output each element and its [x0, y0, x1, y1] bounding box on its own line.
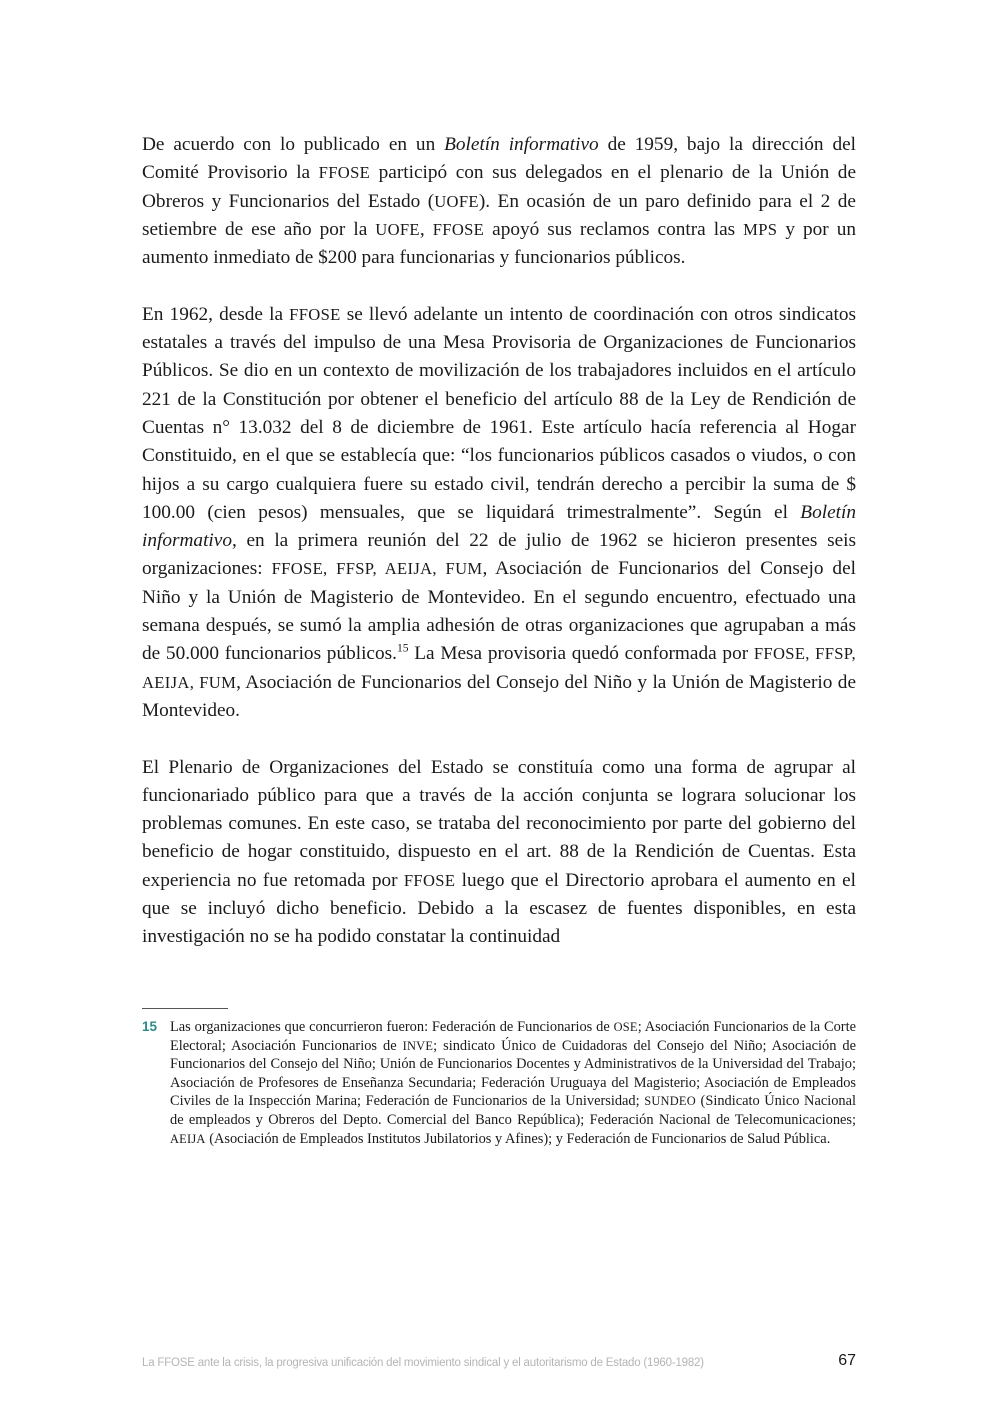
text-run: Las organizaciones que concurrieron fueron: Federación de Funcionarios de	[170, 1019, 614, 1035]
page-number: 67	[838, 1352, 856, 1369]
paragraph-1	[142, 131, 856, 272]
footnote-separator	[142, 1008, 228, 1009]
text-run: De acuerdo con lo publicado en un	[142, 134, 445, 155]
italic-title: Boletín informativo	[444, 134, 599, 155]
acronym: UOFE	[434, 191, 479, 211]
acronym: FFOSE	[289, 304, 341, 324]
paragraph-2	[142, 301, 856, 725]
acronym: FFOSE, FFSP, AEIJA, FUM	[271, 559, 483, 579]
text-run: (Sindicato Único Nacional de empleados y Obreros del Depto. Comercial del Banco República); Federación Nacional de Telecomunicaciones;	[170, 1093, 856, 1128]
text-run: (Asociación de Empleados Institutos Jubilatorios y Afines); y Federación de Funcionarios de Salud Pública.	[205, 1130, 831, 1147]
acronym: MPS	[743, 219, 778, 239]
body-text	[142, 131, 856, 980]
acronym: AEIJA	[170, 1131, 206, 1146]
text-run: ). En ocasión de un paro definido para el 2 de setiembre de ese año por la	[142, 190, 856, 240]
acronym: SUNDEO	[644, 1094, 696, 1109]
footnote-reference[interactable]: 15	[396, 641, 409, 655]
acronym: UOFE	[375, 219, 420, 239]
footnote-text	[170, 1018, 856, 1148]
text-run: ,	[419, 218, 433, 240]
text-run: y por un aumento inmediato de $200 para funcionarias y funcionarios públicos.	[142, 218, 856, 269]
text-run: luego que el Directorio aprobara el aumento en el que se incluyó dicho beneficio. Debido a la escasez de fuentes disponibles, en esta investigación no se ha podido constatar la continuidad	[142, 869, 856, 948]
acronym: FFOSE, FFSP, AEIJA, FUM	[142, 644, 856, 692]
text-run: En 1962, desde la	[142, 303, 290, 325]
acronym: INVE	[402, 1038, 434, 1053]
text-run: participó con sus delegados en el plenario de la Unión de Obreros y Funcionarios del Estado (	[142, 162, 856, 212]
footnote-number: 15	[142, 1019, 158, 1034]
running-footer-title: La FFOSE ante la crisis, la progresiva unificación del movimiento sindical y el autoritarismo de Estado (1960-1982)	[142, 1357, 704, 1369]
paragraph-3	[142, 754, 856, 952]
text-run: El Plenario de Organizaciones del Estado se constituía como una forma de agrupar al funcionariado público para que a través de la acción conjunta se lograra solucionar los problemas comunes. En este caso, se trataba del reconocimiento por parte del gobierno del beneficio de hogar constituido, dispuesto en el art. 88 de la Rendición de Cuentas. Esta experiencia no fue retomada por	[142, 756, 856, 891]
text-run: apoyó sus reclamos contra las	[484, 218, 744, 240]
text-run: ; sindicato Único de Cuidadoras del Consejo del Niño; Asociación de Funcionarios del Consejo del Niño; Unión de Funcionarios Docentes y Administrativos de la Universidad del Trabajo; Asociación de Profesores de Enseñanza Secundaria; Federación Uruguaya del Magisterio; Asociación de Empleados Civiles de la Inspección Marina; Federación de Funcionarios de la Universidad;	[170, 1037, 856, 1110]
text-run: de 1959, bajo la dirección del Comité Provisorio la	[142, 134, 857, 184]
text-run: , Asociación de Funcionarios del Consejo del Niño y la Unión de Magisterio de Montevideo.	[142, 671, 856, 721]
acronym: FFOSE	[403, 870, 456, 890]
footnote-15	[142, 1018, 856, 1148]
text-run: , Asociación de Funcionarios del Consejo del Niño y la Unión de Magisterio de Montevideo. En el segundo encuentro, efectuado una semana después, se sumó la amplia adhesión de otras organizaciones que agrupaban a más de 50.000 funcionarios públicos.	[142, 558, 856, 665]
text-run: , en la primera reunión del 22 de julio de 1962 se hicieron presentes seis organizaciones:	[142, 530, 856, 580]
acronym: OSE	[613, 1020, 638, 1034]
acronym: FFOSE	[318, 163, 371, 183]
acronym: FFOSE	[432, 219, 485, 239]
text-run: La Mesa provisoria quedó conformada por	[408, 643, 754, 665]
text-run: se llevó adelante un intento de coordinación con otros sindicatos estatales a través del impulso de una Mesa Provisoria de Organizaciones de Funcionarios Públicos. Se dio en un contexto de movilización de los trabajadores incluidos en el artículo 221 de la Constitución por obtener el beneficio del artículo 88 de la Ley de Rendición de Cuentas n° 13.032 del 8 de diciembre de 1961. Este artículo hacía referencia al Hogar Constituido, en el que se establecía que: “los funcionarios públicos casados o viudos, o con hijos a su cargo cualquiera fuere su estado civil, tendrán derecho a percibir la suma de $ 100.00 (cien pesos) mensuales, que se liquidará trimestralmente”. Según el	[142, 303, 856, 523]
italic-title: Boletín informativo	[142, 501, 856, 552]
text-run: ; Asociación Funcionarios de la Corte Electoral; Asociación Funcionarios de	[170, 1019, 856, 1054]
